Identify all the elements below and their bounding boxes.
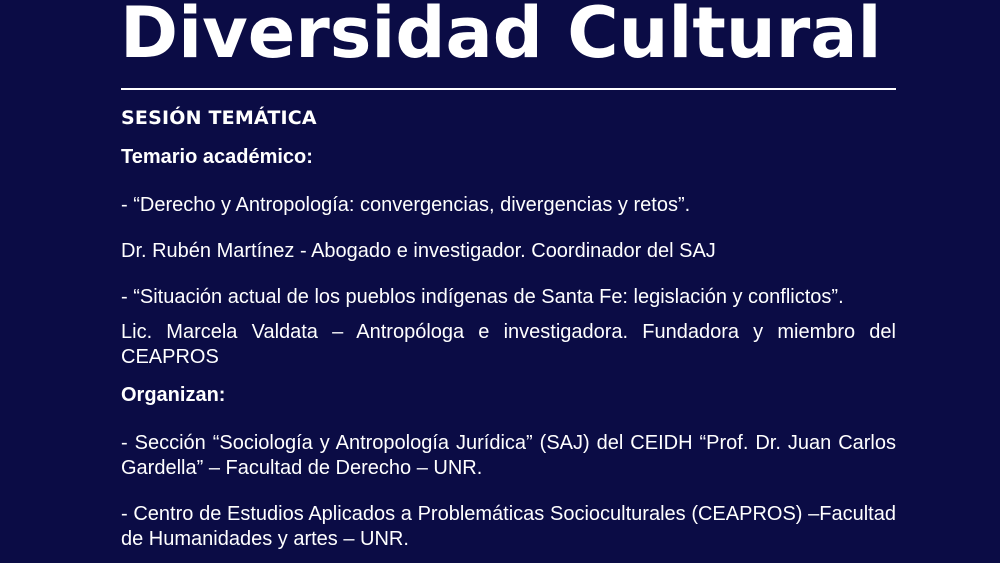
session-label: SESIÓN TEMÁTICA: [121, 107, 317, 129]
speaker-1: Dr. Rubén Martínez - Abogado e investigador. Coordinador del SAJ: [121, 240, 716, 262]
talk-1: - “Derecho y Antropología: convergencias, divergencias y retos”.: [121, 194, 691, 216]
organizer-1: - Sección “Sociología y Antropología Jurídica” (SAJ) del CEIDH “Prof. Dr. Juan Carlos Gardella” – Facultad de Derecho – UNR.: [121, 432, 896, 479]
speaker-2: Lic. Marcela Valdata – Antropóloga e investigadora. Fundadora y miembro del CEAPROS: [121, 321, 896, 368]
organizer-2: - Centro de Estudios Aplicados a Problemáticas Socioculturales (CEAPROS) –Facultad de Humanidades y artes – UNR.: [121, 503, 896, 550]
page-title: Diversidad Cultural: [120, 0, 882, 74]
flyer-content: [121, 104, 896, 563]
organizers-heading: Organizan:: [121, 384, 226, 406]
academic-heading: Temario académico:: [121, 146, 313, 168]
title-divider: [121, 88, 896, 90]
talk-2: - “Situación actual de los pueblos indígenas de Santa Fe: legislación y conflictos”.: [121, 286, 844, 308]
